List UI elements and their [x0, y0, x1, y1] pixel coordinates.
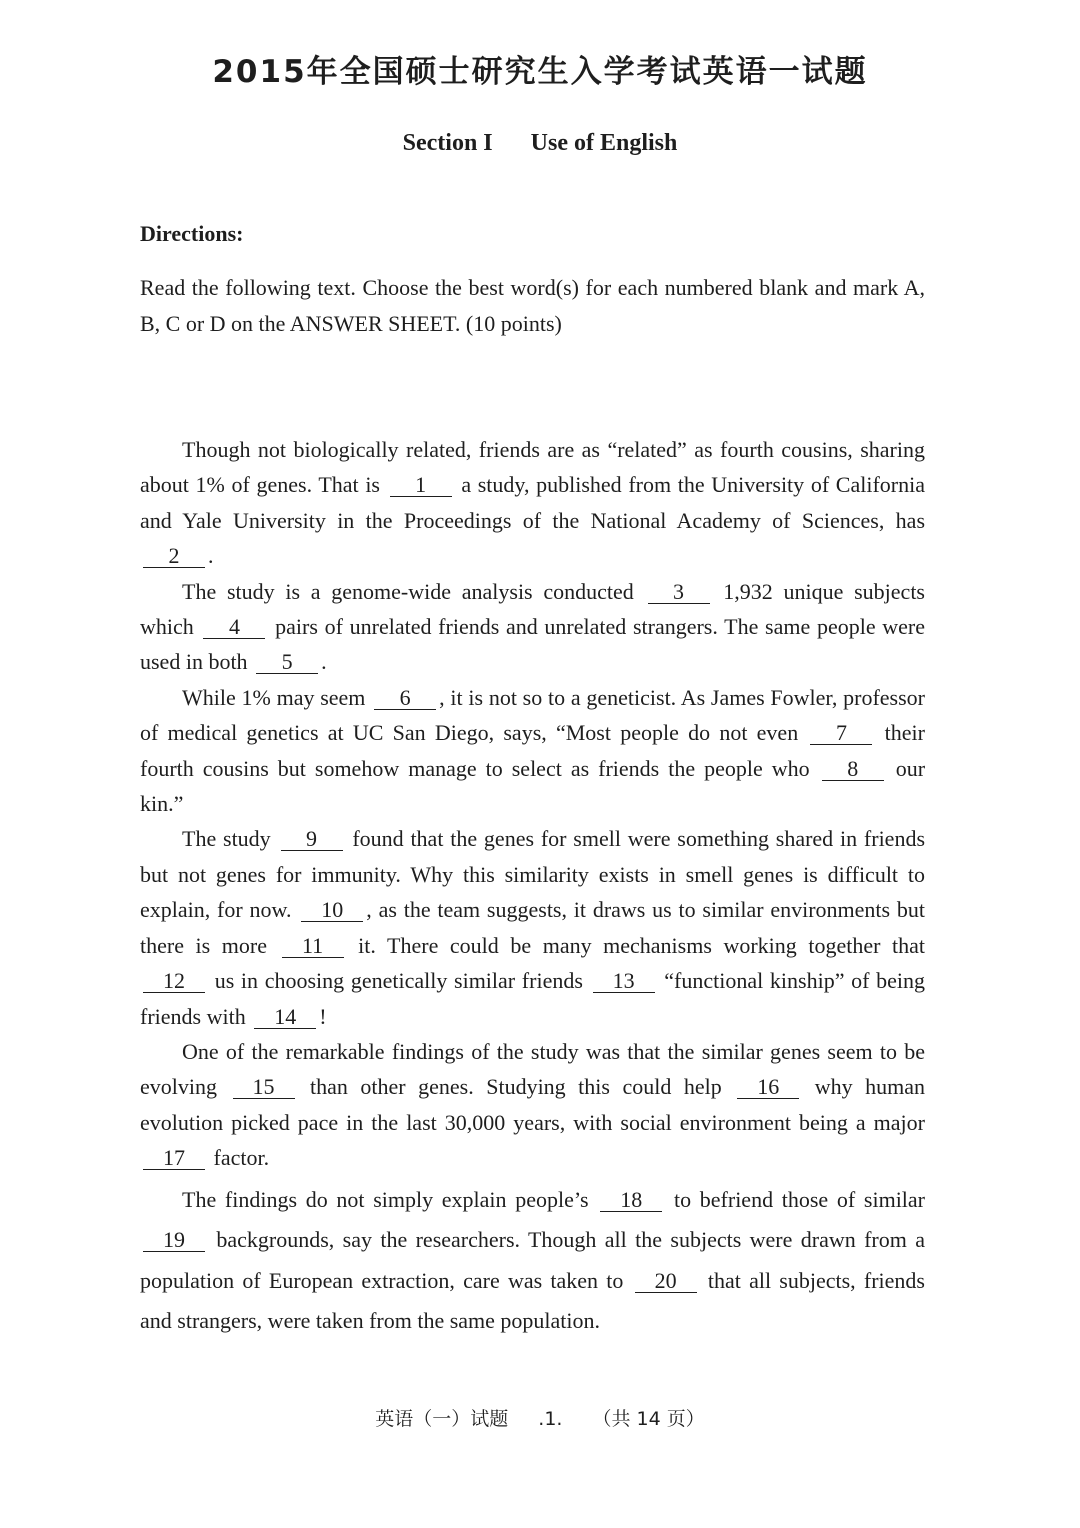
passage-text: pairs of unrelated friends and unrelated strangers. The same people were used in both	[140, 614, 926, 675]
blank-2: 2	[143, 545, 205, 568]
passage-text: us in choosing genetically similar friends	[214, 968, 583, 994]
passage-text: 1,932 unique subjects which	[140, 578, 925, 640]
passage-text: One of the remarkable findings of the study was that the similar genes seem to be evolving	[140, 1038, 925, 1100]
blank-13: 13	[593, 970, 655, 993]
footer-page-number: .1.	[538, 1408, 563, 1430]
passage-text: their fourth cousins but somehow manage to select as friends the people who	[140, 720, 925, 781]
passage-text: , it is not so to a geneticist. As James Fowler, professor of medical genetics at UC San Diego, says, “Most people do not even	[140, 684, 925, 746]
blank-12: 12	[143, 970, 205, 993]
passage	[140, 432, 925, 1342]
footer-subject: 英语（一）试题	[375, 1408, 509, 1430]
passage-text: found that the genes for smell were something shared in friends but not genes for immunity. Why this similarity exists in smell genes is difficult to explain, for now.	[140, 826, 926, 923]
blank-14: 14	[254, 1006, 316, 1029]
passage-text: backgrounds, say the researchers. Though all the subjects were drawn from a population of European extraction, care was taken to	[140, 1227, 925, 1293]
paragraph-5	[140, 1034, 925, 1176]
directions-text: Read the following text. Choose the best word(s) for each numbered blank and mark A, B, C or D on the ANSWER SHEET. (10 points)	[140, 275, 925, 336]
section-name: Use of English	[530, 130, 678, 156]
passage-text: a study, published from the University of California and Yale University in the Proceedings of the National Academy of Sciences, has	[140, 472, 925, 533]
blank-17: 17	[143, 1147, 205, 1170]
section-label: Section I	[402, 130, 493, 156]
passage-text: than other genes. Studying this could help	[310, 1074, 722, 1100]
passage-text: The study is a genome-wide analysis conducted	[182, 578, 634, 604]
passage-text: Though not biologically related, friends are as “related” as fourth cousins, sharing about 1% of genes. That is	[140, 437, 925, 498]
paragraph-6	[140, 1180, 925, 1342]
paragraph-2	[140, 574, 925, 680]
blank-7: 7	[810, 722, 872, 745]
passage-text: .	[208, 543, 214, 569]
blank-11: 11	[282, 935, 344, 958]
page-footer	[0, 1404, 1080, 1431]
passage-text: “functional kinship” of being friends with	[140, 968, 926, 1029]
passage-text: !	[319, 1003, 327, 1029]
blank-15: 15	[233, 1076, 295, 1099]
section-heading	[0, 130, 1080, 157]
blank-5: 5	[256, 651, 318, 674]
paragraph-4	[140, 821, 925, 1033]
passage-text: The findings do not simply explain people’s	[182, 1186, 589, 1212]
passage-text: The study	[182, 826, 271, 852]
passage-text: , as the team suggests, it draws us to similar environments but there is more	[140, 897, 925, 958]
paragraph-1	[140, 432, 925, 574]
blank-8: 8	[822, 758, 884, 781]
passage-text: While 1% may seem	[182, 684, 366, 710]
passage-text: factor.	[213, 1145, 270, 1171]
blank-6: 6	[374, 687, 436, 710]
blank-3: 3	[648, 581, 710, 604]
passage-text: it. There could be many mechanisms working together that	[358, 932, 926, 958]
directions-label: Directions:	[140, 221, 244, 246]
blank-10: 10	[301, 899, 363, 922]
blank-19: 19	[143, 1229, 205, 1252]
page-title: 2015年全国硕士研究生入学考试英语一试题	[212, 54, 868, 90]
passage-text: to befriend those of similar	[673, 1186, 926, 1212]
passage-text: .	[321, 649, 327, 675]
blank-18: 18	[600, 1189, 662, 1212]
passage-text: our kin.”	[140, 755, 926, 817]
blank-9: 9	[281, 828, 343, 851]
blank-4: 4	[203, 616, 265, 639]
blank-20: 20	[635, 1270, 697, 1293]
blank-1: 1	[390, 474, 452, 497]
passage-text: that all subjects, friends and strangers, were taken from the same population.	[140, 1267, 925, 1334]
paragraph-3	[140, 680, 925, 822]
passage-text: why human evolution picked pace in the last 30,000 years, with social environment being a major	[140, 1074, 926, 1135]
footer-page-total: （共 14 页）	[592, 1408, 705, 1430]
blank-16: 16	[737, 1076, 799, 1099]
